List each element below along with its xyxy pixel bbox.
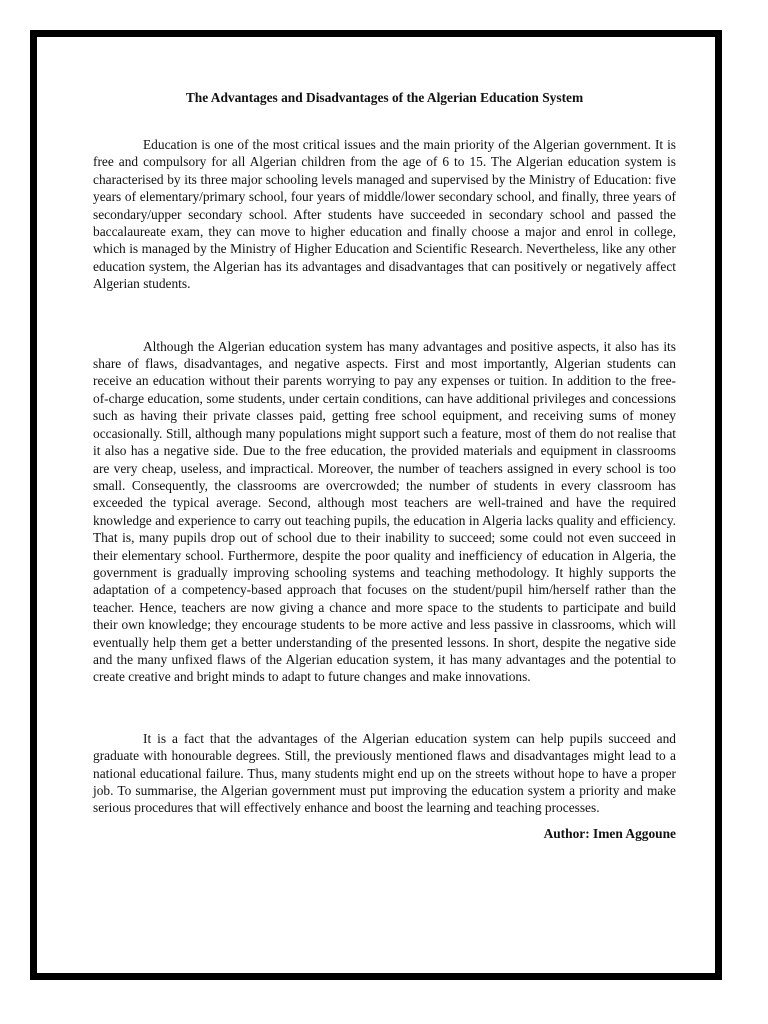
paragraph-body: Although the Algerian education system has many advantages and positive aspects, it also has its share of flaws, disadvantages, and negative aspects. First and most importantly, Algerian students can receive an education without their parents worrying to pay any expenses or tuition. In addition to the free-of-charge education, some students, under certain conditions, can have additional privileges and concessions such as having their private classes paid, getting free school equipment, and receiving sums of money occasionally. Still, although many populations might support such a feature, most of them do not realise that it also has a negative side. Due to the free education, the provided materials and equipment in classrooms are very cheap, useless, and impractical. Moreover, the number of teachers assigned in every school is too small. Consequently, the classrooms are overcrowded; the number of students in every classroom has exceeded the typical average. Second, although most teachers are well-trained and have the required knowledge and experience to carry out teaching pupils, the education in Algeria lacks quality and efficiency. That is, many pupils drop out of school due to their inability to succeed; some could not even succeed in their elementary school. Furthermore, despite the poor quality and inefficiency of education in Algeria, the government is gradually improving schooling systems and teaching methodology. It highly supports the adaptation of a competency-based approach that focuses on the student/pupil him/herself rather than the teacher. Hence, teachers are now giving a chance and more space to the students to participate and build their own knowledge; they encourage students to be more active and less passive in classrooms, which will eventually help them get a better understanding of the presented lessons. In short, despite the negative side and the many unfixed flaws of the Algerian education system, it has many advantages and the potential to create creative and bright minds to adapt to future changes and make innovations. — [93, 338, 676, 685]
author-line: Author: Imen Aggoune — [543, 825, 676, 841]
document-body — [93, 89, 676, 842]
paragraph-introduction: Education is one of the most critical issues and the main priority of the Algerian government. It is free and compulsory for all Algerian children from the age of 6 to 15. The Algerian education system is characterised by its three major schooling levels managed and supervised by the Ministry of Education: five years of elementary/primary school, four years of middle/lower secondary school, and finally, three years of secondary/upper secondary school. After students have succeeded in secondary school and passed the baccalaureate exam, they can move to higher education and finally choose a major and enrol in college, which is managed by the Ministry of Higher Education and Scientific Research. Nevertheless, like any other education system, the Algerian has its advantages and disadvantages that can positively or negatively affect Algerian students. — [93, 137, 676, 292]
document-title: The Advantages and Disadvantages of the Algerian Education System — [185, 90, 584, 105]
paragraph-conclusion: It is a fact that the advantages of the Algerian education system can help pupils succeed and graduate with honourable degrees. Still, the previously mentioned flaws and disadvantages might lead to a national educational failure. Thus, many students might end up on the streets without hope to have a proper job. To summarise, the Algerian government must put improving the education system a priority and make serious procedures that will effectively enhance and boost the learning and teaching processes. — [93, 730, 676, 816]
paragraph-spacer — [93, 686, 676, 730]
paragraph-spacer — [93, 293, 676, 338]
page-frame — [30, 30, 722, 980]
